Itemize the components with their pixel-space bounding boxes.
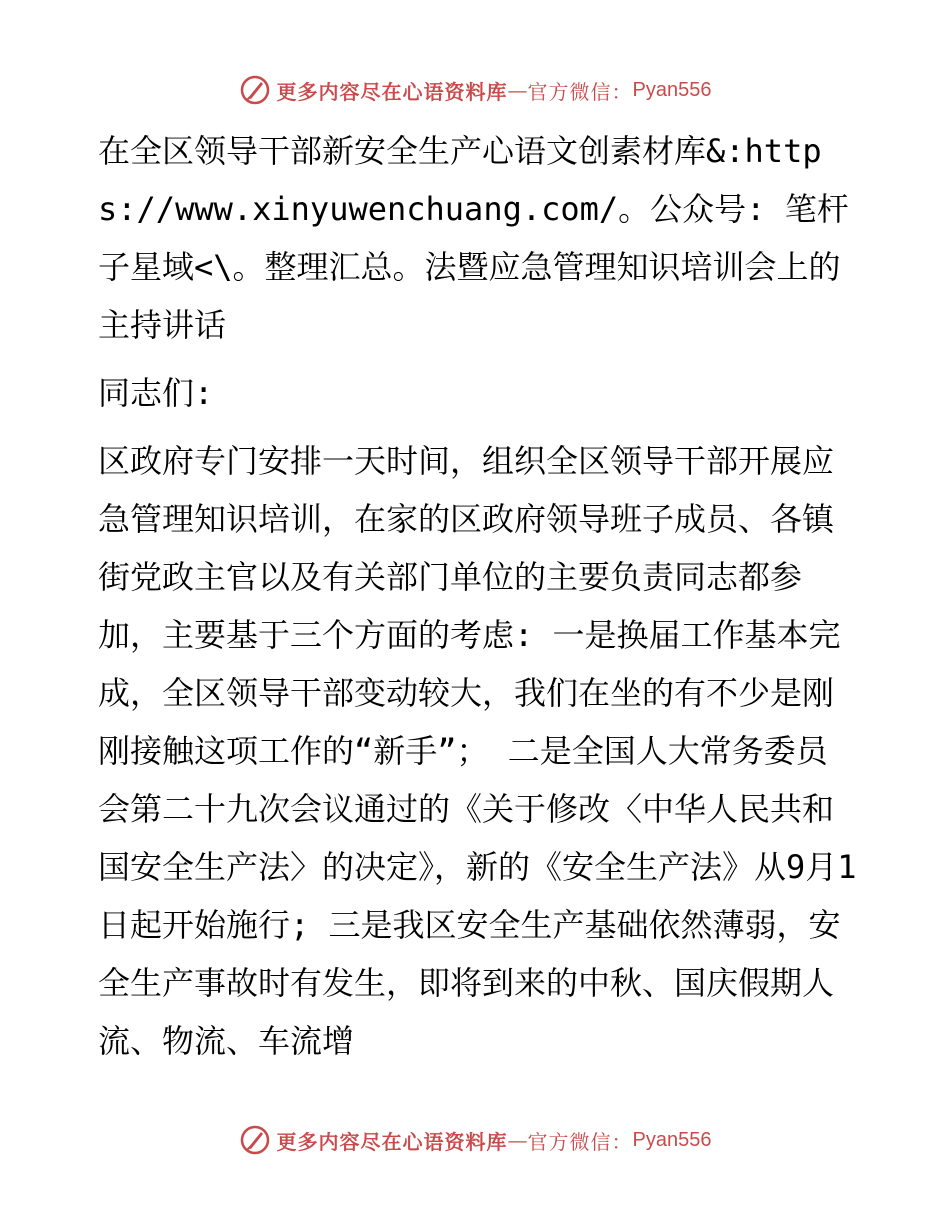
banner-main-text: 更多内容尽在心语资料库 xyxy=(276,79,508,104)
banner-main-text: 更多内容尽在心语资料库 xyxy=(276,1129,508,1154)
quill-logo-icon xyxy=(239,1124,271,1156)
banner-wechat-id: Pyan556 xyxy=(632,78,712,101)
banner-sub-text: 官方微信： xyxy=(527,1129,633,1154)
banner-sub-text: 官方微信： xyxy=(527,79,633,104)
document-paragraph: 区政府专门安排一天时间，组织全区领导干部开展应急管理知识培训，在家的区政府领导班子成员、各镇街党政主官以及有关部门单位的主要负责同志都参加，主要基于三个方面的考虑: 一是换届工作基本完成，全区领导干部变动较大，我们在坐的有不少是刚刚接触这项工作的“新手”； 二是全国人大常务委员会第二十九次会议通过的《关于修改〈中华人民共和国安全生产法〉的决定》，新的《安全生产法》从9月1日起开始施行; 三是我区安全生产基础依然薄弱，安全生产事故时有发生，即将到来的中秋、国庆假期人流、物流、车流增 xyxy=(98,442,857,1060)
banner-wechat-id: Pyan556 xyxy=(632,1128,712,1151)
document-title: 在全区领导干部新安全生产心语文创素材库&:https://www.xinyuwenchuang.com/。公众号: 笔杆子星域<\。整理汇总。法暨应急管理知识培训会上的主持讲话 xyxy=(98,132,849,344)
quill-logo-icon xyxy=(239,74,271,106)
document-body xyxy=(98,122,858,1070)
footer-banner xyxy=(0,1120,950,1160)
banner-separator: — xyxy=(507,78,528,102)
header-banner xyxy=(0,70,950,110)
document-greeting: 同志们: xyxy=(98,374,214,412)
banner-separator: — xyxy=(507,1128,528,1152)
